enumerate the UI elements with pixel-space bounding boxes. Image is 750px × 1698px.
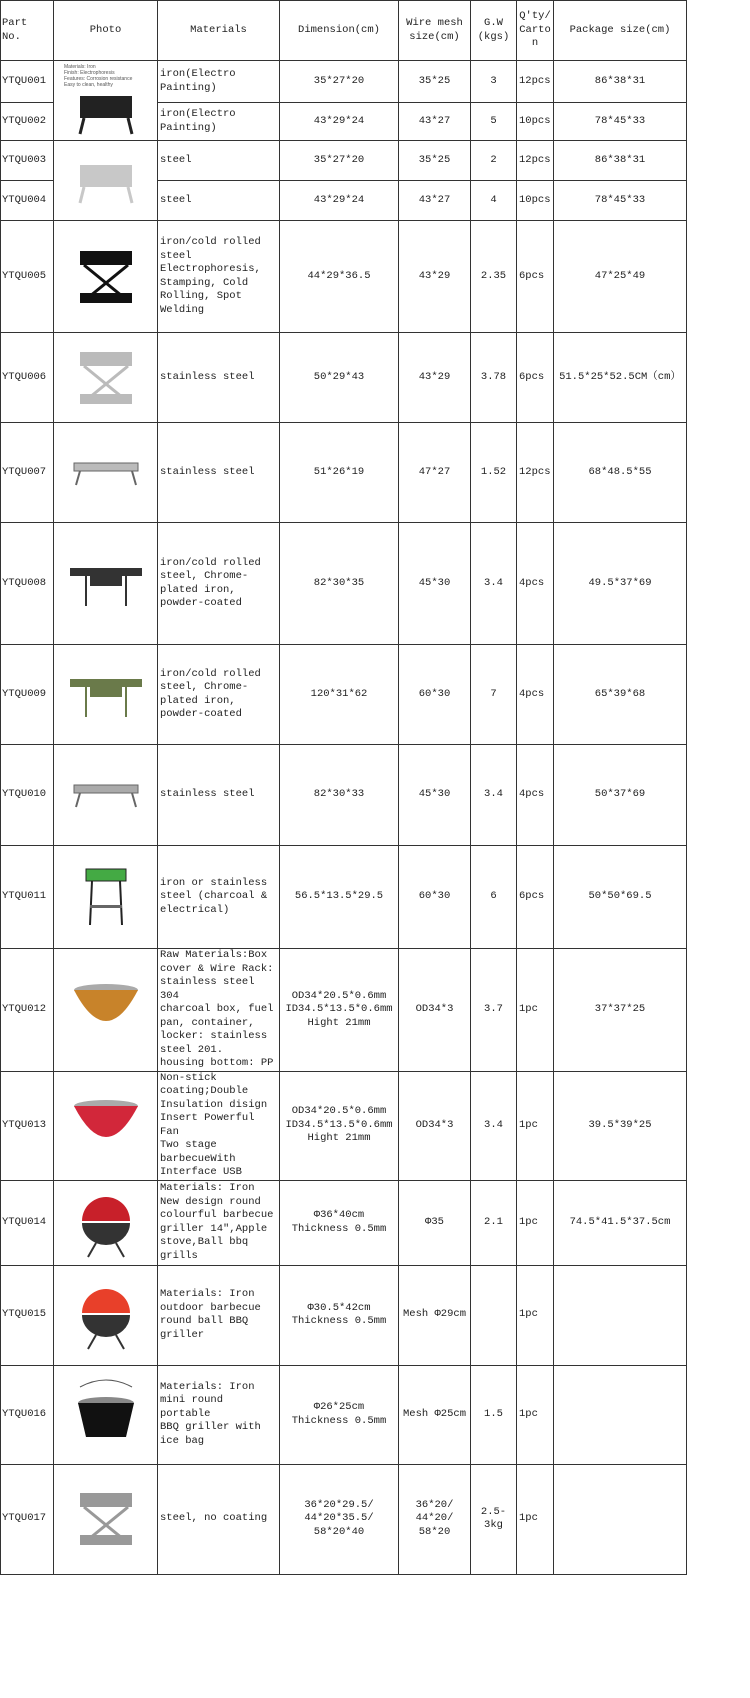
grill-photo [66, 972, 146, 1048]
dimension-cell: 82*30*33 [280, 745, 399, 846]
qty-cell: 1pc [517, 1071, 554, 1180]
table-row [1, 1180, 687, 1265]
grill-photo [66, 1088, 146, 1164]
grill-photo [66, 1185, 146, 1261]
package-size-cell: 37*37*25 [554, 949, 687, 1072]
qty-cell: 10pcs [517, 103, 554, 141]
header-gross-weight: G.W (kgs) [471, 1, 517, 61]
package-size-cell: 50*50*69.5 [554, 846, 687, 949]
package-size-cell: 68*48.5*55 [554, 423, 687, 523]
qty-cell: 6pcs [517, 846, 554, 949]
package-size-cell [554, 1265, 687, 1365]
materials-cell: iron/cold rolled steel, Chrome- plated iron, powder-coated [158, 645, 280, 745]
header-photo: Photo [54, 1, 158, 61]
gross-weight-cell: 2.1 [471, 1180, 517, 1265]
wire-mesh-cell: 45*30 [399, 745, 471, 846]
grill-photo [66, 859, 146, 935]
package-size-cell: 65*39*68 [554, 645, 687, 745]
part-no-cell: YTQU005 [1, 221, 54, 333]
dimension-cell: 82*30*35 [280, 523, 399, 645]
qty-cell: 4pcs [517, 645, 554, 745]
gross-weight-cell [471, 1265, 517, 1365]
wire-mesh-cell: 47*27 [399, 423, 471, 523]
photo-cell [54, 523, 158, 645]
dimension-cell: Φ26*25cm Thickness 0.5mm [280, 1365, 399, 1464]
wire-mesh-cell: Mesh Φ29cm [399, 1265, 471, 1365]
photo-cell [54, 221, 158, 333]
gross-weight-cell: 3.78 [471, 333, 517, 423]
part-no-cell: YTQU010 [1, 745, 54, 846]
photo-cell [54, 141, 158, 221]
photo-cell [54, 645, 158, 745]
table-row [1, 1464, 687, 1574]
qty-cell: 6pcs [517, 333, 554, 423]
grill-photo [66, 340, 146, 416]
materials-cell: Raw Materials:Box cover & Wire Rack: stainless steel 304 charcoal box, fuel pan, container, locker: stainless steel 201. housing bottom: PP [158, 949, 280, 1072]
package-size-cell: 78*45*33 [554, 181, 687, 221]
materials-cell: stainless steel [158, 423, 280, 523]
header-part-no: Part No. [1, 1, 54, 61]
qty-cell: 12pcs [517, 423, 554, 523]
grill-photo [66, 546, 146, 622]
materials-cell: steel, no coating [158, 1464, 280, 1574]
gross-weight-cell: 4 [471, 181, 517, 221]
dimension-cell: 35*27*20 [280, 141, 399, 181]
package-size-cell: 78*45*33 [554, 103, 687, 141]
gross-weight-cell: 3.4 [471, 523, 517, 645]
qty-cell: 1pc [517, 1464, 554, 1574]
photo-cell [54, 333, 158, 423]
qty-cell: 1pc [517, 949, 554, 1072]
wire-mesh-cell: Mesh Φ25cm [399, 1365, 471, 1464]
dimension-cell: 43*29*24 [280, 181, 399, 221]
wire-mesh-cell: 43*29 [399, 333, 471, 423]
table-row [1, 1071, 687, 1180]
part-no-cell: YTQU017 [1, 1464, 54, 1574]
photo-cell [54, 61, 158, 141]
part-no-cell: YTQU011 [1, 846, 54, 949]
part-no-cell: YTQU008 [1, 523, 54, 645]
qty-cell: 1pc [517, 1180, 554, 1265]
part-no-cell: YTQU009 [1, 645, 54, 745]
wire-mesh-cell: OD34*3 [399, 1071, 471, 1180]
package-size-cell: 49.5*37*69 [554, 523, 687, 645]
grill-photo [66, 239, 146, 315]
part-no-cell: YTQU002 [1, 103, 54, 141]
qty-cell: 12pcs [517, 141, 554, 181]
wire-mesh-cell: 35*25 [399, 61, 471, 103]
materials-cell: iron(Electro Painting) [158, 103, 280, 141]
grill-photo [66, 435, 146, 511]
materials-cell: Non-stick coating;Double Insulation disign Insert Powerful Fan Two stage barbecueWith Interface USB [158, 1071, 280, 1180]
qty-cell: 4pcs [517, 745, 554, 846]
wire-mesh-cell: 36*20/ 44*20/ 58*20 [399, 1464, 471, 1574]
header-qty-per-carton: Q'ty/ Carto n [517, 1, 554, 61]
qty-cell: 4pcs [517, 523, 554, 645]
qty-cell: 10pcs [517, 181, 554, 221]
table-row [1, 221, 687, 333]
wire-mesh-cell: 43*29 [399, 221, 471, 333]
photo-caption-line: Materials: Iron [64, 63, 96, 70]
qty-cell: 6pcs [517, 221, 554, 333]
gross-weight-cell: 2 [471, 141, 517, 181]
grill-photo [66, 1481, 146, 1557]
materials-cell: stainless steel [158, 333, 280, 423]
photo-caption-line: Features: Corrosion resistance [64, 75, 133, 82]
gross-weight-cell: 3 [471, 61, 517, 103]
table-row [1, 523, 687, 645]
part-no-cell: YTQU007 [1, 423, 54, 523]
header-wire-mesh-size: Wire mesh size(cm) [399, 1, 471, 61]
header-materials: Materials [158, 1, 280, 61]
dimension-cell: 43*29*24 [280, 103, 399, 141]
photo-cell [54, 846, 158, 949]
dimension-cell: OD34*20.5*0.6mm ID34.5*13.5*0.6mm Hight 21mm [280, 949, 399, 1072]
gross-weight-cell: 7 [471, 645, 517, 745]
table-row [1, 333, 687, 423]
wire-mesh-cell: 45*30 [399, 523, 471, 645]
table-row [1, 1265, 687, 1365]
grill-photo [66, 88, 146, 138]
table-row [1, 1365, 687, 1464]
wire-mesh-cell: 60*30 [399, 846, 471, 949]
part-no-cell: YTQU013 [1, 1071, 54, 1180]
table-row [1, 141, 687, 181]
part-no-cell: YTQU004 [1, 181, 54, 221]
table-header-row [1, 1, 687, 61]
package-size-cell: 86*38*31 [554, 141, 687, 181]
package-size-cell [554, 1365, 687, 1464]
header-package-size: Package size(cm) [554, 1, 687, 61]
package-size-cell [554, 1464, 687, 1574]
package-size-cell: 74.5*41.5*37.5cm [554, 1180, 687, 1265]
package-size-cell: 50*37*69 [554, 745, 687, 846]
package-size-cell: 39.5*39*25 [554, 1071, 687, 1180]
photo-cell [54, 745, 158, 846]
dimension-cell: 35*27*20 [280, 61, 399, 103]
photo-cell [54, 949, 158, 1072]
materials-cell: Materials: Iron mini round portable BBQ griller with ice bag [158, 1365, 280, 1464]
dimension-cell: 56.5*13.5*29.5 [280, 846, 399, 949]
materials-cell: iron or stainless steel (charcoal & electrical) [158, 846, 280, 949]
package-size-cell: 86*38*31 [554, 61, 687, 103]
wire-mesh-cell: Φ35 [399, 1180, 471, 1265]
table-row [1, 745, 687, 846]
materials-cell: stainless steel [158, 745, 280, 846]
table-row [1, 423, 687, 523]
photo-cell [54, 1071, 158, 1180]
dimension-cell: 51*26*19 [280, 423, 399, 523]
part-no-cell: YTQU001 [1, 61, 54, 103]
photo-cell [54, 1464, 158, 1574]
photo-caption-line: Easy to clean, healthy [64, 81, 113, 88]
photo-caption [54, 64, 157, 88]
dimension-cell: Φ30.5*42cm Thickness 0.5mm [280, 1265, 399, 1365]
package-size-cell: 47*25*49 [554, 221, 687, 333]
grill-photo [66, 657, 146, 733]
materials-cell: steel [158, 181, 280, 221]
table-row [1, 61, 687, 103]
dimension-cell: 50*29*43 [280, 333, 399, 423]
gross-weight-cell: 1.52 [471, 423, 517, 523]
gross-weight-cell: 3.4 [471, 1071, 517, 1180]
dimension-cell: 36*20*29.5/ 44*20*35.5/ 58*20*40 [280, 1464, 399, 1574]
materials-cell: Materials: Iron outdoor barbecue round ball BBQ griller [158, 1265, 280, 1365]
grill-photo [66, 143, 146, 219]
grill-photo [66, 1377, 146, 1453]
materials-cell: steel [158, 141, 280, 181]
wire-mesh-cell: 35*25 [399, 141, 471, 181]
part-no-cell: YTQU003 [1, 141, 54, 181]
materials-cell: iron(Electro Painting) [158, 61, 280, 103]
gross-weight-cell: 2.5-3kg [471, 1464, 517, 1574]
wire-mesh-cell: 60*30 [399, 645, 471, 745]
photo-caption-line: Finish: Electrophoresis [64, 69, 115, 76]
part-no-cell: YTQU014 [1, 1180, 54, 1265]
dimension-cell: 120*31*62 [280, 645, 399, 745]
header-dimension: Dimension(cm) [280, 1, 399, 61]
photo-cell [54, 1265, 158, 1365]
photo-cell [54, 1180, 158, 1265]
gross-weight-cell: 2.35 [471, 221, 517, 333]
materials-cell: Materials: Iron New design round colourful barbecue griller 14",Apple stove,Ball bbq grills [158, 1180, 280, 1265]
part-no-cell: YTQU015 [1, 1265, 54, 1365]
wire-mesh-cell: 43*27 [399, 103, 471, 141]
wire-mesh-cell: 43*27 [399, 181, 471, 221]
gross-weight-cell: 6 [471, 846, 517, 949]
gross-weight-cell: 1.5 [471, 1365, 517, 1464]
table-row [1, 949, 687, 1072]
grill-photo [66, 1277, 146, 1353]
gross-weight-cell: 3.7 [471, 949, 517, 1072]
gross-weight-cell: 5 [471, 103, 517, 141]
part-no-cell: YTQU012 [1, 949, 54, 1072]
part-no-cell: YTQU006 [1, 333, 54, 423]
part-no-cell: YTQU016 [1, 1365, 54, 1464]
qty-cell: 12pcs [517, 61, 554, 103]
materials-cell: iron/cold rolled steel, Chrome- plated iron, powder-coated [158, 523, 280, 645]
photo-cell [54, 423, 158, 523]
materials-cell: iron/cold rolled steel Electrophoresis, Stamping, Cold Rolling, Spot Welding [158, 221, 280, 333]
package-size-cell: 51.5*25*52.5CM（cm） [554, 333, 687, 423]
wire-mesh-cell: OD34*3 [399, 949, 471, 1072]
table-row [1, 645, 687, 745]
photo-cell [54, 1365, 158, 1464]
table-row [1, 846, 687, 949]
grill-photo [66, 757, 146, 833]
dimension-cell: OD34*20.5*0.6mm ID34.5*13.5*0.6mm Hight 21mm [280, 1071, 399, 1180]
gross-weight-cell: 3.4 [471, 745, 517, 846]
qty-cell: 1pc [517, 1265, 554, 1365]
qty-cell: 1pc [517, 1365, 554, 1464]
dimension-cell: Φ36*40cm Thickness 0.5mm [280, 1180, 399, 1265]
dimension-cell: 44*29*36.5 [280, 221, 399, 333]
